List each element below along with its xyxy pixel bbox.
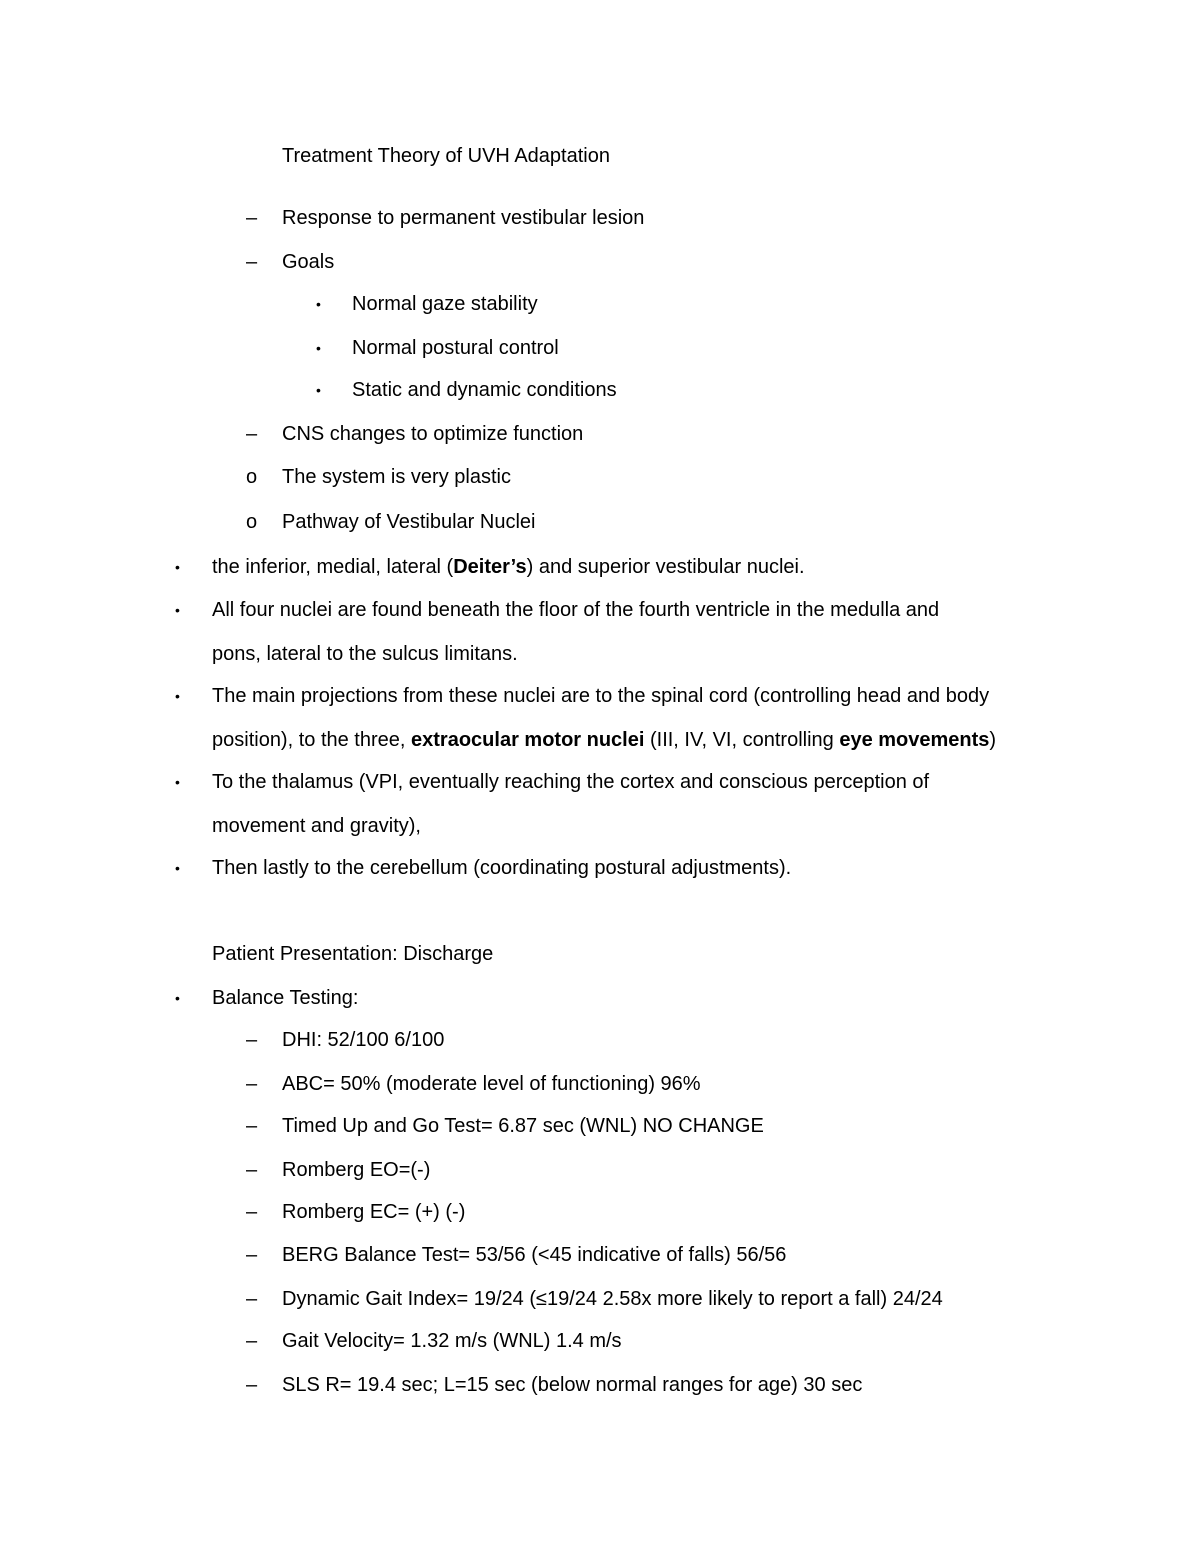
discharge-heading: Patient Presentation: Discharge bbox=[212, 943, 494, 965]
balance-test-item: Dynamic Gait Index= 19/24 (≤19/24 2.58x more likely to report a fall) 24/24 bbox=[282, 1288, 943, 1310]
dash-marker: – bbox=[246, 1201, 258, 1223]
nuclei-point: To the thalamus (VPI, eventually reaching the cortex and conscious perception of bbox=[212, 771, 930, 793]
balance-test-item: SLS R= 19.4 sec; L=15 sec (below normal ranges for age) 30 sec bbox=[282, 1374, 863, 1396]
list-item: Pathway of Vestibular Nuclei bbox=[282, 511, 536, 533]
circle-marker: o bbox=[246, 511, 258, 533]
bold-term: extraocular motor nuclei bbox=[411, 729, 645, 751]
nuclei-point-cont: position), to the three, extraocular motor nuclei (III, IV, VI, controlling eye movements) bbox=[212, 729, 997, 751]
list-item: CNS changes to optimize function bbox=[282, 423, 584, 445]
bold-term: Deiter’s bbox=[453, 556, 527, 578]
balance-test-item: ABC= 50% (moderate level of functioning) 96% bbox=[282, 1073, 701, 1095]
goal-item: Normal postural control bbox=[352, 337, 559, 359]
dash-marker: – bbox=[246, 423, 258, 445]
dash-marker: – bbox=[246, 1330, 258, 1352]
bullet-marker: • bbox=[316, 340, 321, 356]
bold-term: eye movements bbox=[839, 729, 990, 751]
dash-marker: – bbox=[246, 1374, 258, 1396]
bullet-marker: • bbox=[175, 860, 180, 876]
bullet-marker: • bbox=[316, 382, 321, 398]
balance-test-item: DHI: 52/100 6/100 bbox=[282, 1029, 445, 1051]
nuclei-point-cont: pons, lateral to the sulcus limitans. bbox=[212, 643, 518, 665]
dash-marker: – bbox=[246, 1244, 258, 1266]
bullet-marker: • bbox=[175, 774, 180, 790]
dash-marker: – bbox=[246, 1115, 258, 1137]
dash-marker: – bbox=[246, 207, 258, 229]
goal-item: Normal gaze stability bbox=[352, 293, 538, 315]
list-item: Goals bbox=[282, 251, 335, 273]
section-title: Treatment Theory of UVH Adaptation bbox=[282, 145, 610, 167]
bullet-marker: • bbox=[175, 688, 180, 704]
nuclei-point: The main projections from these nuclei are to the spinal cord (controlling head and body bbox=[212, 685, 990, 707]
dash-marker: – bbox=[246, 1029, 258, 1051]
balance-test-item: Timed Up and Go Test= 6.87 sec (WNL) NO CHANGE bbox=[282, 1115, 764, 1137]
goal-item: Static and dynamic conditions bbox=[352, 379, 617, 401]
list-item: The system is very plastic bbox=[282, 466, 511, 488]
balance-test-item: Romberg EO=(-) bbox=[282, 1159, 431, 1181]
bullet-marker: • bbox=[175, 990, 180, 1006]
dash-marker: – bbox=[246, 1288, 258, 1310]
bullet-marker: • bbox=[175, 559, 180, 575]
bullet-marker: • bbox=[175, 602, 180, 618]
nuclei-point-cont: movement and gravity), bbox=[212, 815, 421, 837]
balance-test-item: Romberg EC= (+) (-) bbox=[282, 1201, 466, 1223]
balance-test-item: BERG Balance Test= 53/56 (<45 indicative of falls) 56/56 bbox=[282, 1244, 787, 1266]
bullet-marker: • bbox=[316, 296, 321, 312]
balance-test-item: Gait Velocity= 1.32 m/s (WNL) 1.4 m/s bbox=[282, 1330, 622, 1352]
nuclei-point: the inferior, medial, lateral (Deiter’s) and superior vestibular nuclei. bbox=[212, 556, 805, 578]
dash-marker: – bbox=[246, 251, 258, 273]
balance-testing-label: Balance Testing: bbox=[212, 987, 359, 1009]
nuclei-point: Then lastly to the cerebellum (coordinating postural adjustments). bbox=[212, 857, 792, 879]
dash-marker: – bbox=[246, 1073, 258, 1095]
circle-marker: o bbox=[246, 466, 258, 488]
dash-marker: – bbox=[246, 1159, 258, 1181]
nuclei-point: All four nuclei are found beneath the floor of the fourth ventricle in the medulla and bbox=[212, 599, 940, 621]
list-item: Response to permanent vestibular lesion bbox=[282, 207, 645, 229]
